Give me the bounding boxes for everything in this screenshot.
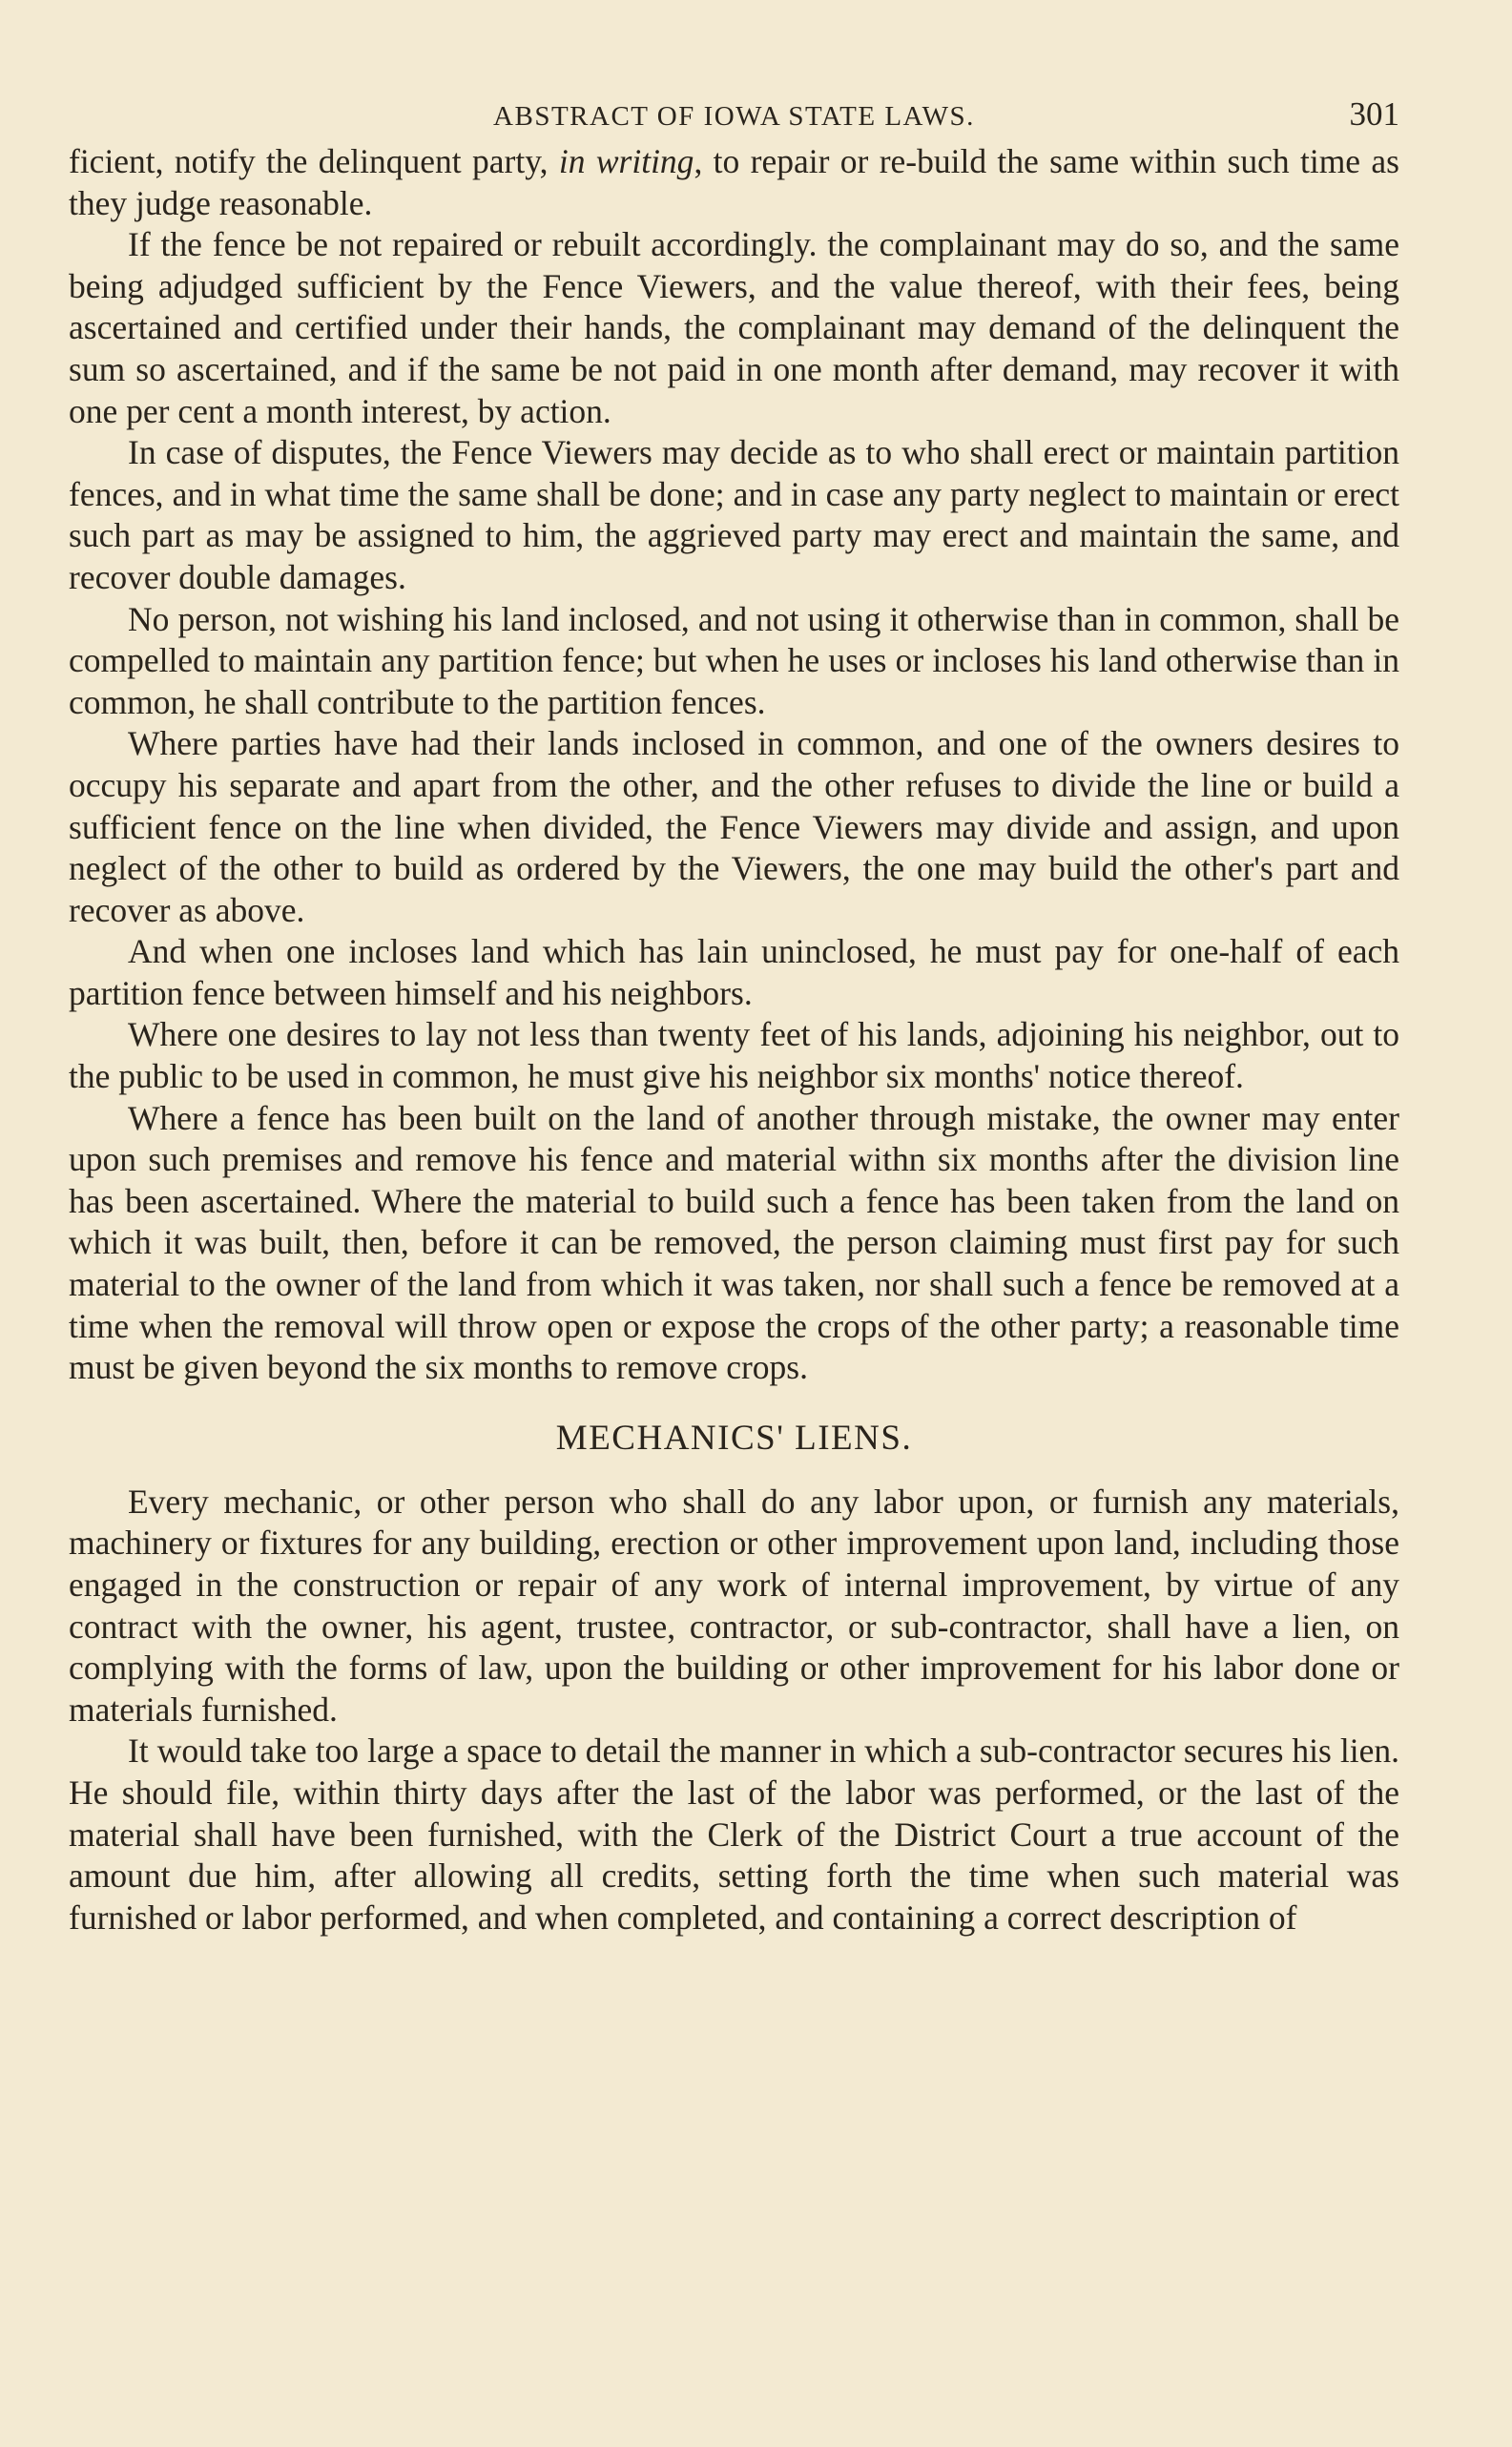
text-run: , to repair or re-build the same within such time as they judge reasonable. xyxy=(69,142,1399,222)
paragraph: If the fence be not repaired or rebuilt accordingly. the complainant may do so, and the same being adjudged sufficient by the Fence Viewers, and the value thereof, with their fees, being ascertained and certified under their hands, the complainant may demand of the delinquent the sum so ascertained, and if the same be not paid in one month after demand, may recover it with one per cent a month interest, by action. xyxy=(69,225,1399,430)
paragraph: Every mechanic, or other person who shall do any labor upon, or furnish any materials, machinery or fixtures for any building, erection or other improvement upon land, including those engaged in the construction or repair of any work of internal improvement, by virtue of any contract with the owner, his agent, trustee, contractor, or sub-contractor, shall have a lien, on complying with the forms of law, upon the building or other improvement for his labor done or materials furnished. xyxy=(69,1482,1399,1729)
paragraph: No person, not wishing his land inclosed, and not using it otherwise than in common, shall be compelled to maintain any partition fence; but when he uses or incloses his land otherwise than in common, he shall contribute to the partition fences. xyxy=(69,599,1399,721)
paragraph: Where one desires to lay not less than twenty feet of his lands, adjoining his neighbor, out to the public to be used in common, he must give his neighbor six months' notice thereof. xyxy=(69,1015,1399,1096)
running-title: ABSTRACT OF IOWA STATE LAWS. xyxy=(493,101,975,132)
paragraph: Where a fence has been built on the land of another through mistake, the owner may enter upon such premises and remove his fence and material withn six months after the division line has been ascertained. Where the material to build such a fence has been taken from the land on which it was built, then, before it can be removed, the person claiming must first pay for such material to the owner of the land from which it was taken, nor shall such a fence be removed at a time when the removal will throw open or expose the crops of the other party; a reasonable time must be given beyond the six months to remove crops. xyxy=(69,1098,1399,1387)
paragraph: And when one incloses land which has lain uninclosed, he must pay for one-half of each partition fence between himself and his neighbors. xyxy=(69,932,1399,1012)
paragraph-continued xyxy=(69,141,1399,224)
emphasis-in-writing: in writing xyxy=(558,142,694,180)
paragraph: In case of disputes, the Fence Viewers may decide as to who shall erect or maintain partition fences, and in what time the same shall be done; and in case any party neglect to maintain or erect such part as may be assigned to him, the aggrieved party may erect and maintain the same, and recover double damages. xyxy=(69,433,1399,596)
text-run: ficient, notify the delinquent party, xyxy=(69,142,559,180)
body-text xyxy=(69,141,1399,1939)
section-heading: MECHANICS' LIENS. xyxy=(555,1418,913,1458)
paragraph: Where parties have had their lands inclosed in common, and one of the owners desires to occupy his separate and apart from the other, and the other refuses to divide the line or build a sufficient fence on the line when divided, the Fence Viewers may divide and assign, and upon neglect of the other to build as ordered by the Viewers, the one may build the other's part and recover as above. xyxy=(69,724,1399,929)
paragraph: It would take too large a space to detail the manner in which a sub-contractor secures his lien. He should file, within thirty days after the last of the labor was performed, or the last of the material shall have been furnished, with the Clerk of the District Court a true account of the amount due him, after allowing all credits, setting forth the time when such material was furnished or labor performed, and when completed, and containing a correct description of xyxy=(69,1732,1399,1937)
page-number: 301 xyxy=(1349,95,1399,133)
running-header xyxy=(69,84,1399,141)
